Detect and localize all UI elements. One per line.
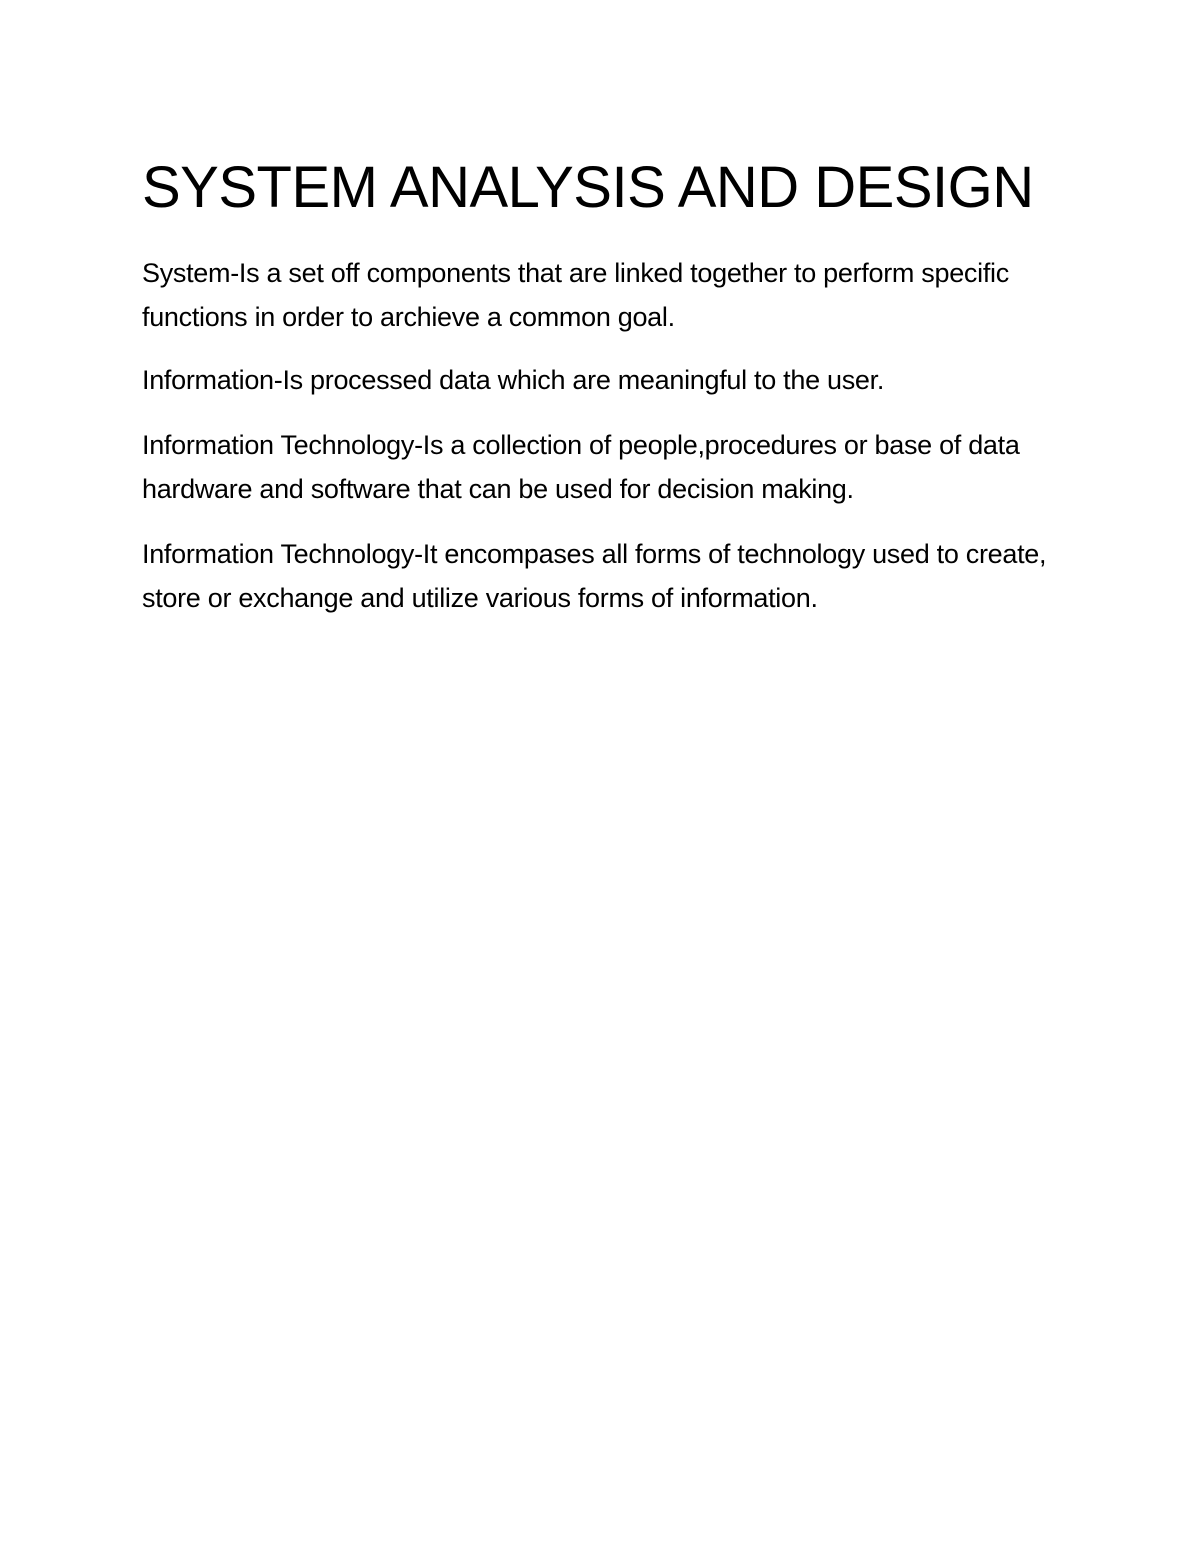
paragraph-information-technology-definition-1: Information Technology-Is a collection of people,procedures or base of data hardware and software that can be used for decision making. [142, 430, 1020, 504]
document-body [142, 150, 1072, 620]
paragraph-information-technology-definition-2: Information Technology-It encompases all forms of technology used to create, store or exchange and utilize various forms of information. [142, 539, 1047, 613]
paragraph-information-definition: Information-Is processed data which are meaningful to the user. [142, 365, 885, 395]
document-title: SYSTEM ANALYSIS AND DESIGN [142, 155, 1034, 220]
paragraph-system-definition: System-Is a set off components that are linked together to perform specific functions in order to archieve a common goal. [142, 258, 1009, 332]
